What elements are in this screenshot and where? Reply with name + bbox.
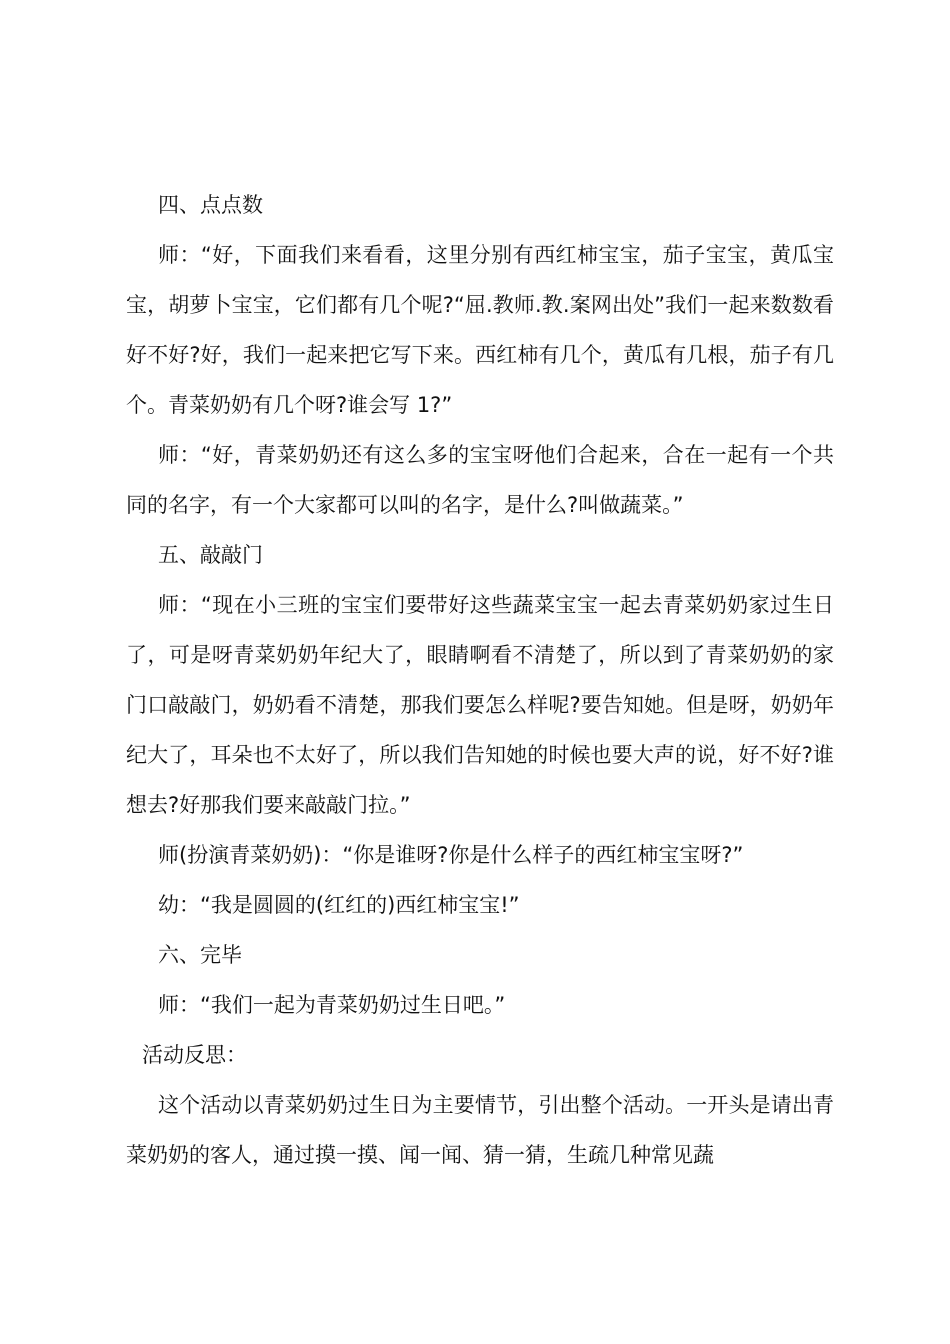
document-body [126, 180, 834, 1180]
reflection-paragraph: 这个活动以青菜奶奶过生日为主要情节，引出整个活动。一开头是请出青菜奶奶的客人，通过摸一摸、闻一闻、猜一猜，生疏几种常见蔬 [126, 1093, 834, 1167]
child-line: 幼：“我是圆圆的(红红的)西红柿宝宝!” [158, 893, 520, 917]
section-heading-four: 四、点点数 [158, 193, 263, 217]
teacher-line-knock-door: 师：“现在小三班的宝宝们要带好这些蔬菜宝宝一起去青菜奶奶家过生日了，可是呀青菜奶奶年纪大了，眼睛啊看不清楚了，所以到了青菜奶奶的家门口敲敲门，奶奶看不清楚，那我们要怎么样呢?要告知她。但是呀，奶奶年纪大了，耳朵也不太好了，所以我们告知她的时候也要大声的说，好不好?谁想去?好那我们要来敲敲门拉。” [126, 593, 834, 817]
section-heading-six: 六、完毕 [158, 943, 242, 967]
teacher-roleplay-line: 师(扮演青菜奶奶)：“你是谁呀?你是什么样子的西红柿宝宝呀?” [158, 843, 744, 867]
teacher-line-counting: 师：“好，下面我们来看看，这里分别有西红柿宝宝，茄子宝宝，黄瓜宝宝，胡萝卜宝宝，它们都有几个呢?“屈.教师.教.案网出处”我们一起来数数看好不好?好，我们一起来把它写下来。西红柿有几个，黄瓜有几根，茄子有几个。青菜奶奶有几个呀?谁会写 1?” [126, 243, 834, 417]
section-heading-five: 五、敲敲门 [158, 543, 263, 567]
teacher-line-birthday: 师：“我们一起为青菜奶奶过生日吧。” [158, 993, 506, 1017]
reflection-heading: 活动反思： [142, 1043, 247, 1067]
teacher-line-vegetables: 师：“好，青菜奶奶还有这么多的宝宝呀他们合起来，合在一起有一个共同的名字，有一个大家都可以叫的名字，是什么?叫做蔬菜。” [126, 443, 834, 517]
